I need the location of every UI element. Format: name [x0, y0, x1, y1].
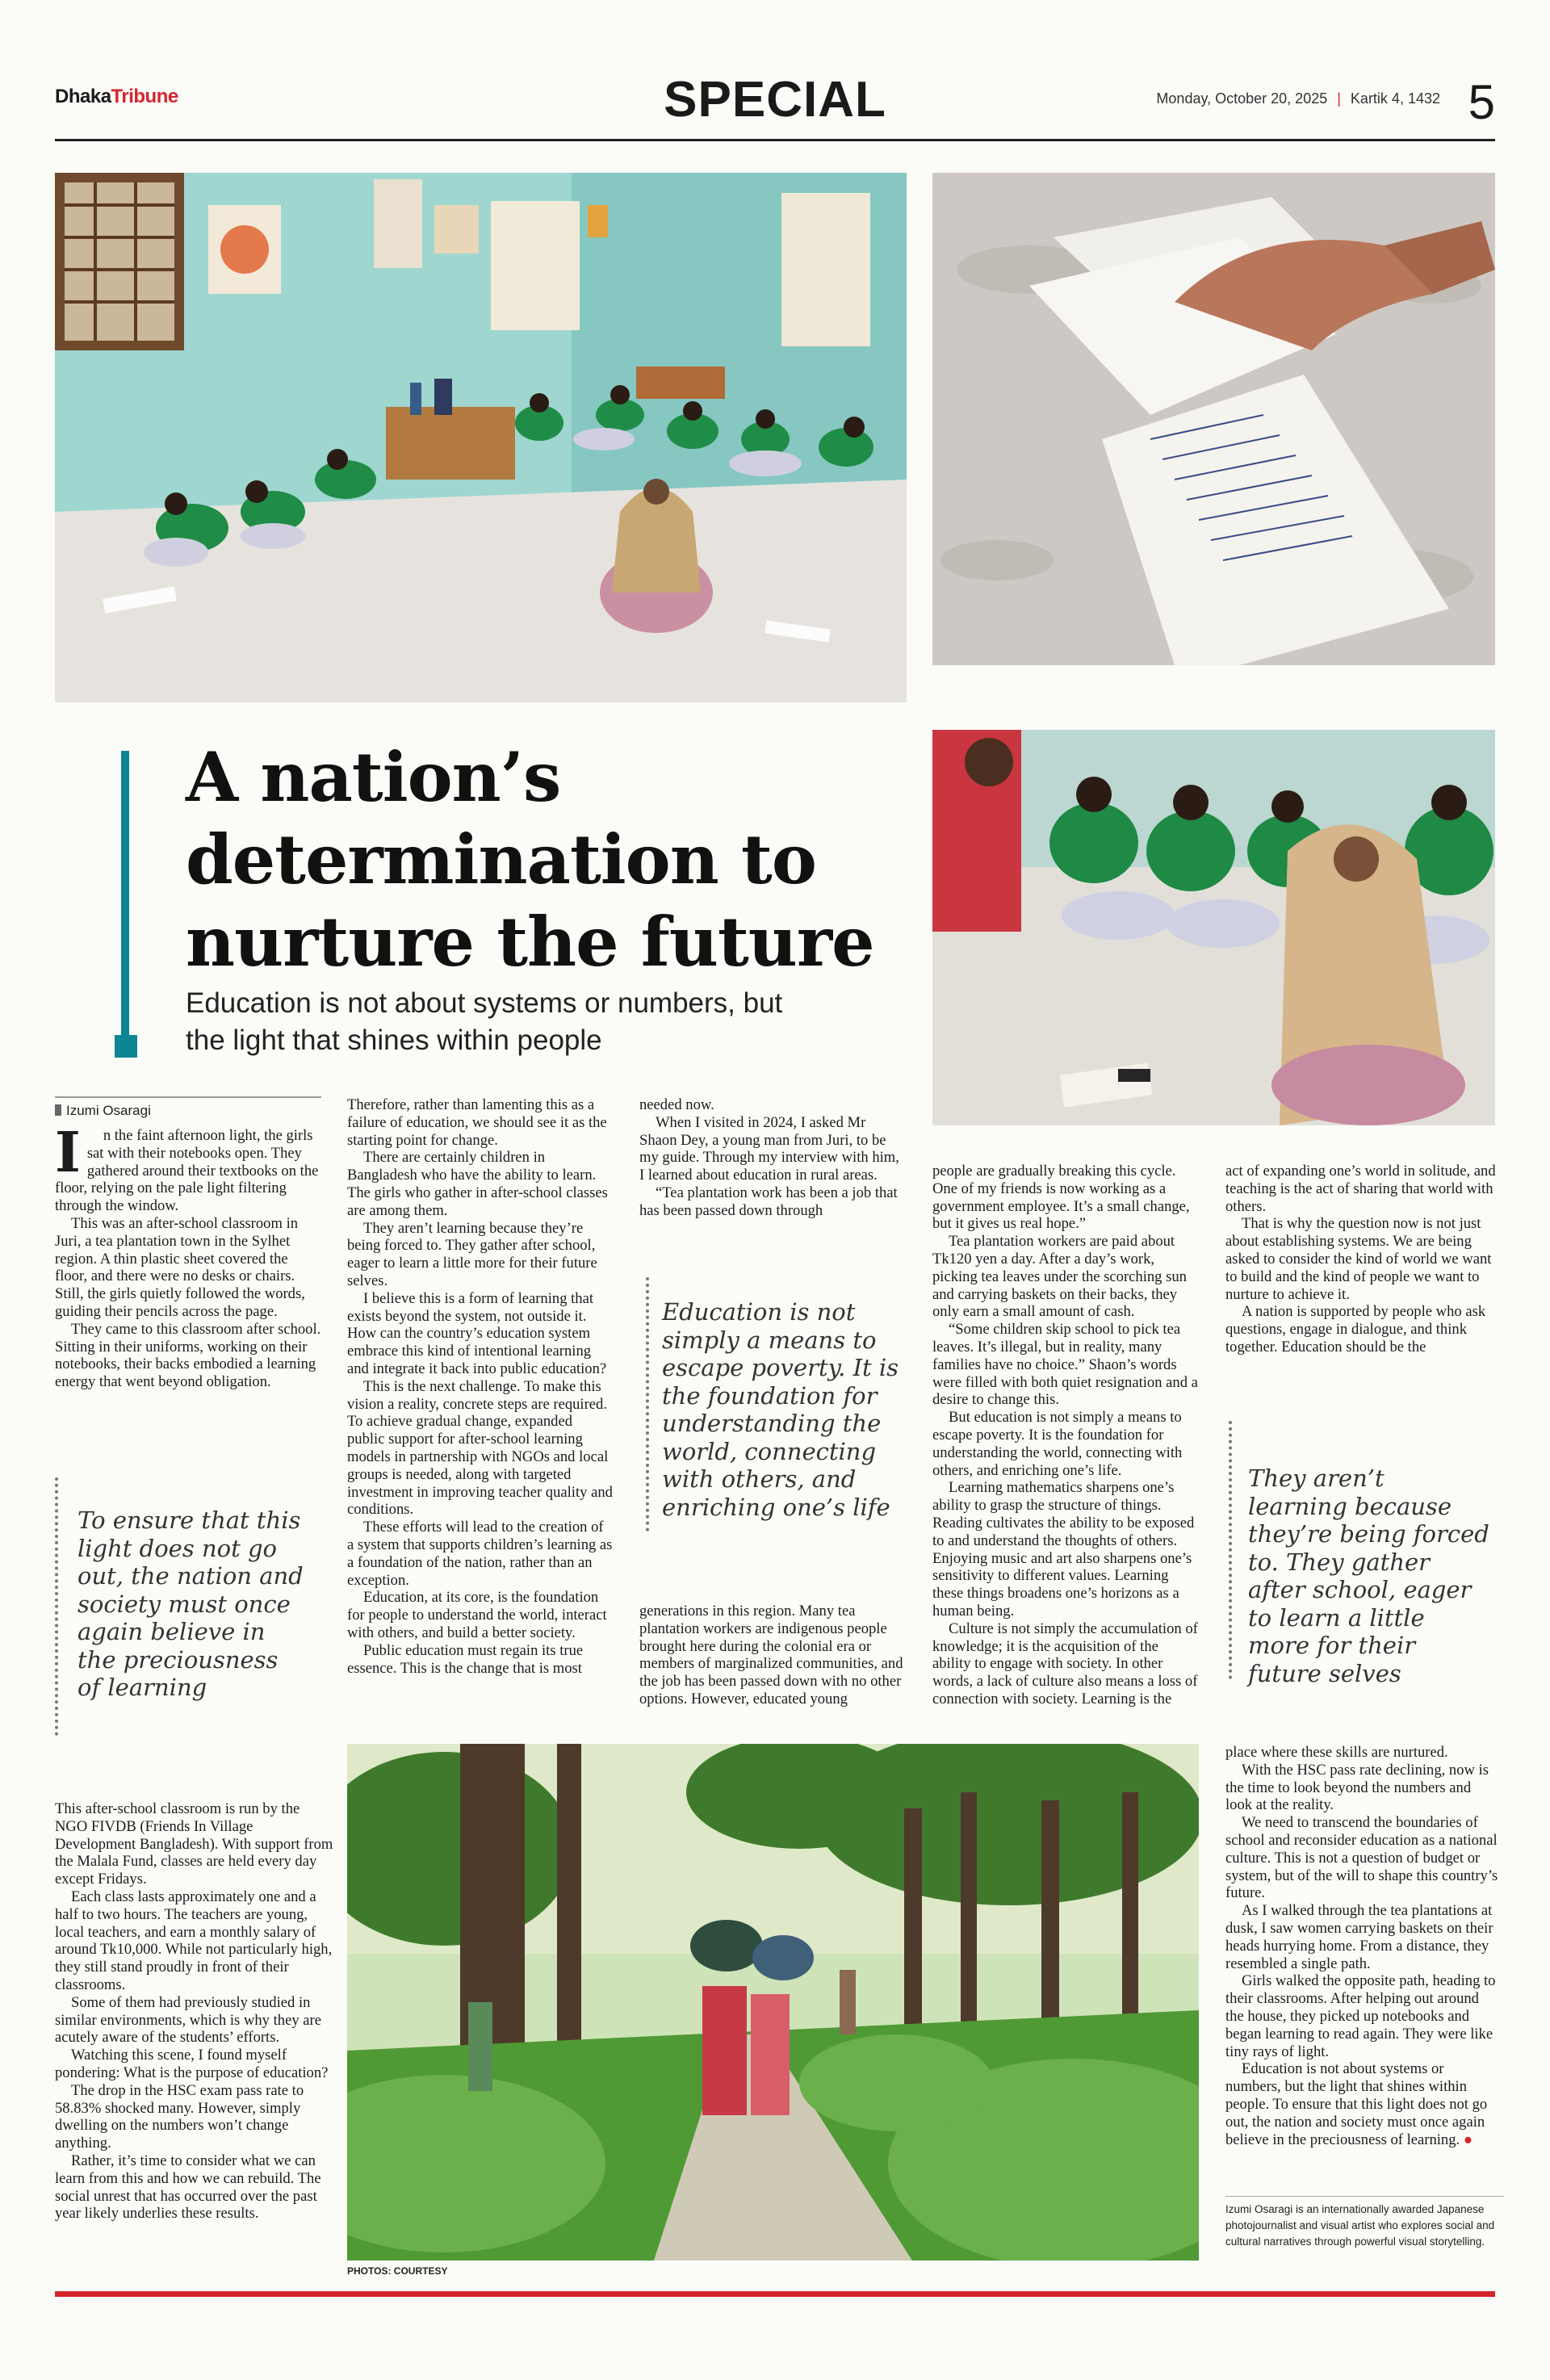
col2-para: Therefore, rather than lamenting this as a failure of education, we should see it as the starting point for change.: [347, 1096, 607, 1149]
column-1b: [55, 1800, 333, 2223]
col1-para: They came to this classroom after school. Sitting in their uniforms, working on their notebooks, their backs embodied a learning energy that went beyond obligation.: [55, 1320, 321, 1391]
col5-para: That is why the question now is not just about establishing systems. We are being asked to consider the kind of world we want to build and the kind of people we want to nurture to achieve it.: [1225, 1215, 1492, 1303]
byline: Izumi Osaragi: [55, 1096, 321, 1119]
column-5: [1225, 1163, 1500, 1356]
col4-para: Tea plantation workers are paid about Tk120 yen a day. After a day’s work, picking tea leaves under the scorching sun and carrying baskets on their backs, they only earn a small amount of cash.: [932, 1233, 1187, 1321]
logo-tribune: Tribune: [111, 86, 178, 107]
col1b-para: This after-school classroom is run by the NGO FIVDB (Friends In Village Development Bangladesh). With support from the Malala Fund, classes are held every day except Fridays.: [55, 1800, 333, 1888]
col3-para: generations in this region. Many tea plantation workers are indigenous people brought here during the colonial era or members of marginalized communities, and the job has been passed down with no other options. However, educated young: [639, 1603, 903, 1707]
col5b-para: As I walked through the tea plantations at dusk, I saw women carrying baskets on their heads hurrying home. From a distance, they resembled a single path.: [1225, 1902, 1493, 1972]
dropcap: I: [55, 1121, 81, 1185]
photo-credit: PHOTOS: COURTESY: [347, 2265, 448, 2277]
col1-para: This was an after-school classroom in Juri, a tea plantation town in the Sylhet region. A thin plastic sheet covered the floor, and there were no desks or chairs. Still, the girls quietly followed the words, guiding their pencils across the page.: [55, 1214, 305, 1320]
section-title: SPECIAL: [664, 72, 886, 128]
col4-para: But education is not simply a means to escape poverty. It is the foundation for understanding the world, connecting with others, and enriching one’s life.: [932, 1409, 1183, 1479]
headline: A nation’s determination to nurture the future: [186, 737, 874, 982]
pullquote-rule: [55, 1477, 58, 1736]
col5b-para: With the HSC pass rate declining, now is the time to look beyond the numbers and look at the reality.: [1225, 1761, 1489, 1814]
author-bio: Izumi Osaragi is an internationally awarded Japanese photojournalist and visual artist who explores social and cultural narratives through powerful visual storytelling.: [1225, 2196, 1504, 2250]
column-5b: [1225, 1744, 1500, 2148]
end-mark: ●: [1463, 2131, 1473, 2148]
col4-para: Learning mathematics sharpens one’s ability to grasp the structure of things. Reading cultivates the ability to be exposed to and understand the thoughts of others. Enjoying music and art also sharpens one’s sensitivity to different values. Learning these things broadens one’s horizons as a human being.: [932, 1479, 1195, 1619]
col5b-para: place where these skills are nurtured.: [1225, 1744, 1448, 1761]
pullquote-rule: [646, 1277, 649, 1531]
column-3-bottom: [639, 1603, 906, 1708]
logo-dhaka: Dhaka: [55, 86, 111, 107]
pullquote-rule: [1229, 1421, 1232, 1679]
page-number: 5: [1468, 75, 1495, 129]
col1b-para: Some of them had previously studied in similar environments, which is why they are acutely aware of the students’ efforts.: [55, 1993, 321, 2047]
classroom-photo: [55, 173, 907, 702]
col4-para: people are gradually breaking this cycle. One of my friends is now working as a government employee. It’s a small change, but it gives us real hope.”: [932, 1163, 1190, 1233]
notebook-photo: [932, 173, 1495, 665]
headline-accent-bar: [121, 751, 129, 1050]
dateline: [1156, 90, 1440, 107]
pullquote-1: To ensure that this light does not go out, the nation and society must once again believe in the preciousness of learning: [78, 1506, 304, 1701]
bangla-date: Kartik 4, 1432: [1350, 90, 1440, 107]
col2-para: This is the next challenge. To make this vision a reality, concrete steps are required. To achieve gradual change, expanded public support for after-school learning models in partnership with NGOs and local groups is needed, along with targeted investment in improving teacher quality and conditions.: [347, 1377, 613, 1519]
column-1: [55, 1121, 321, 1391]
col1b-para: Each class lasts approximately one and a half to two hours. The teachers are young, local teachers, and earn a monthly salary of around Tk10,000. While not particularly high, they still stand proudly in front of their classrooms.: [55, 1888, 333, 1993]
col5b-para: [1225, 2060, 1500, 2148]
header-rule: [55, 139, 1495, 141]
col2-para: Public education must regain its true essence. This is the change that is most: [347, 1641, 584, 1677]
headline-accent-square: [115, 1035, 137, 1058]
pullquote-2: Education is not simply a means to escape poverty. It is the foundation for understanding the world, connecting with others, and enriching one’s life: [662, 1298, 899, 1521]
tea-plantation-photo: [347, 1744, 1199, 2261]
dek: Education is not about systems or numbers, but the light that shines within people: [186, 987, 783, 1056]
column-4: [932, 1163, 1199, 1708]
col5b-final-text: Education is not about systems or numbers, but the light that shines within people. To ensure that this light does not go out, the nation and society must once again believe in the preciousness of learning.: [1225, 2060, 1488, 2148]
dateline-separator: |: [1337, 90, 1341, 107]
col1b-para: Rather, it’s time to consider what we can learn from this and how we can rebuild. The social unrest that has occurred over the past year likely underlies these results.: [55, 2152, 321, 2223]
col3-para: needed now.: [639, 1096, 714, 1113]
column-2: [347, 1096, 614, 1677]
col2-para: These efforts will lead to the creation of a system that supports children’s learning as a foundation of the nation, rather than an exception.: [347, 1519, 613, 1589]
col5-para: act of expanding one’s world in solitude, and teaching is the act of sharing that world with others.: [1225, 1163, 1496, 1215]
date: Monday, October 20, 2025: [1156, 90, 1328, 107]
col2-para: Education, at its core, is the foundation for people to understand the world, interact with others, and build a better society.: [347, 1589, 607, 1641]
col5b-para: We need to transcend the boundaries of school and reconsider education as a national culture. This is not a question of budget or system, but of the will to shape this country’s future.: [1225, 1814, 1498, 1902]
col5b-para: Girls walked the opposite path, heading to their classrooms. After helping out around the house, they picked up notebooks and began learning to read again. They were like tiny rays of light.: [1225, 1972, 1496, 2060]
col2-para: They aren’t learning because they’re being forced to. They gather after school, eager to learn a little more for their future selves.: [347, 1219, 597, 1289]
col3-para: “Tea plantation work has been a job that has been passed down through: [639, 1184, 898, 1219]
col2-para: There are certainly children in Bangladesh who have the ability to learn. The girls who gather in after-school classes are among them.: [347, 1149, 608, 1219]
col1-para: n the faint afternoon light, the girls sat with their notebooks open. They gathered around their textbooks on the floor, relying on the pale light filtering through the window.: [55, 1127, 319, 1215]
col2-para: I believe this is a form of learning that exists beyond the system, not outside it. How can the country’s education system embrace this kind of intentional learning and integrate it back into public education?: [347, 1289, 607, 1377]
col1b-para: The drop in the HSC exam pass rate to 58.83% shocked many. However, simply dwelling on the numbers won’t change anything.: [55, 2081, 304, 2152]
col4-para: Culture is not simply the accumulation of knowledge; it is the acquisition of the ability to engage with society. In other words, a lack of culture also means a loss of connection with society. Learning is the: [932, 1619, 1198, 1707]
col3-para: When I visited in 2024, I asked Mr Shaon Dey, a young man from Juri, to be my guide. Through my interview with him, I learned about education in rural areas.: [639, 1113, 899, 1184]
col5-para: A nation is supported by people who ask questions, engage in dialogue, and think together. Education should be the: [1225, 1303, 1486, 1356]
col1b-para: Watching this scene, I found myself pondering: What is the purpose of education?: [55, 2047, 329, 2081]
column-3-top: [639, 1096, 906, 1220]
col4-para: “Some children skip school to pick tea leaves. It’s illegal, but in reality, many families have no choice.” Shaon’s words were filled with both quiet resignation and a desire to change this.: [932, 1321, 1198, 1409]
teacher-photo: [932, 730, 1495, 1125]
pullquote-3: They aren’t learning because they’re being forced to. They gather after school, eager to learn a little more for their future selves: [1248, 1464, 1489, 1687]
footer-rule: [55, 2291, 1495, 2297]
